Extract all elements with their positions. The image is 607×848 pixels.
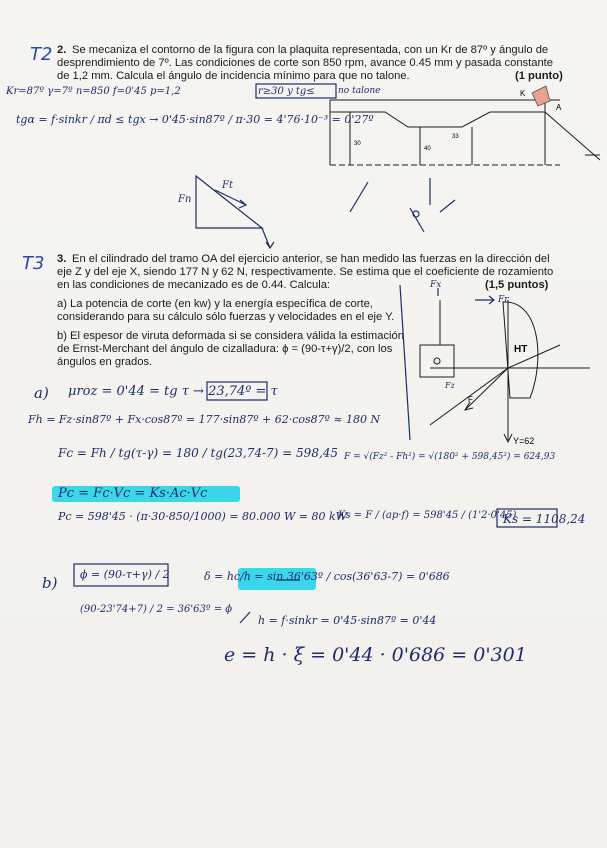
problem-2-line-3: de 1,2 mm. Calcula el ángulo de incidencia mínimo para que no talone.	[57, 70, 410, 82]
fig-label-fx: Fx	[430, 280, 442, 290]
answer-a-result: Ks = 1108,24	[503, 512, 586, 526]
hand-label-ft: Ft	[222, 180, 233, 191]
answer-b-line-2: (90-23'74+7) / 2 = 36'63º = ϕ	[80, 604, 233, 615]
problem-2-number: 2.	[57, 44, 67, 56]
box-tau	[207, 382, 267, 400]
answer-b-line-3: δ = hc/h = sin 36'63º / cos(36'63-7) = 0'686	[204, 570, 450, 583]
handwritten-force-triangle	[196, 176, 455, 248]
problem-2-handwritten-data: Kr=87º γ=7º n=850 f=0'45 p=1,2	[6, 86, 181, 97]
problem-2-handwritten-formula: tgα = f·sinkr / πd ≤ tgx → 0'45·sin87º / π·30 = 4'76·10⁻³ = 0'27º	[16, 113, 374, 126]
dim-33: 33	[452, 134, 459, 140]
answer-b-line-4: h = f·sinkr = 0'45·sin87º = 0'44	[258, 614, 437, 627]
answer-a-line-5: Pc = 598'45 · (π·30·850/1000) = 80.000 W = 80 kW	[58, 510, 347, 523]
problem-2-handwritten-note: no talone	[338, 86, 381, 96]
answer-a-line-2: Fh = Fz·sin87º + Fx·cos87º = 177·sin87º + 62·cos87º ≈ 180 N	[28, 413, 381, 426]
fig-label-fz: Fz	[445, 381, 455, 390]
problem-2-line-1: Se mecaniza el contorno de la figura con la plaquita representada, con un Kr de 87º y ángulo de	[72, 44, 549, 56]
fig-label-a: A	[556, 103, 562, 112]
answer-a-label: a)	[34, 384, 49, 402]
problem-3-line-3: en las condiciones de mecanizado es de 0.44. Calcula:	[57, 279, 331, 291]
fig-label-y62: Y=62	[513, 436, 535, 446]
problem-3-points: (1,5 puntos)	[485, 279, 549, 291]
problem-3-tag: T3	[22, 253, 45, 274]
question-a-line-2: considerando para su cálculo sólo fuerzas y velocidades en el eje Y.	[57, 311, 395, 323]
fig-label-fr: Fr	[498, 295, 509, 305]
box-ks	[497, 509, 557, 527]
problem-3-line-1: En el cilindrado del tramo OA del ejercicio anterior, se han medido las fuerzas en la dirección del	[72, 253, 550, 265]
hand-label-fn: Fn	[178, 194, 192, 205]
question-a-line-1: a) La potencia de corte (en kw) y la energía específica de corte,	[57, 298, 373, 310]
answer-a-line-3-right: F = √(Fz² - Fh²) = √(180² + 598,45²) = 624,93	[344, 452, 556, 462]
box-phi	[74, 564, 168, 586]
answer-b-label: b)	[42, 574, 58, 592]
answer-a-line-6: Ks = F / (ap·f) = 598'45 / (1'2·0'45)	[338, 510, 517, 521]
fig-label-ht: HT	[514, 344, 528, 355]
answer-a-line-3: Fc = Fh / tg(τ-γ) = 180 / tg(23,74-7) = 598,45	[58, 446, 339, 460]
problem-2-line-2: desprendimiento de 7º. Las condiciones de corte son 850 rpm, avance 0.45 mm y pasada constante	[57, 57, 554, 69]
handwritten-box	[256, 84, 336, 98]
answer-a-line-4: Pc = Fc·Vc = Ks·Ac·Vc	[58, 486, 208, 501]
turning-force-figure	[400, 285, 590, 442]
question-b-line-2: de Ernst-Merchant del ángulo de cizalladura: ϕ = (90-τ+γ)/2, con los	[57, 343, 393, 355]
problem-2-tag: T2	[30, 44, 53, 65]
fig-label-f: F	[468, 395, 473, 404]
problem-2-points: (1 punto)	[515, 70, 563, 82]
insert-shape	[532, 86, 550, 106]
question-b-line-3: ángulos en grados.	[57, 356, 153, 368]
arrow-h	[240, 612, 250, 623]
problem-2-handwritten-condition: r≥30 y tg≤	[258, 86, 315, 97]
problem-3-line-2: eje Z y del eje X, siendo 177 N y 62 N, respectivamente. Se estima que el coeficiente de rozamiento	[57, 266, 554, 278]
workpiece-profile-figure	[330, 86, 600, 165]
dim-40: 40	[424, 146, 431, 152]
answer-a-line-1: μroz = 0'44 = tg τ → 23,74º = τ	[68, 384, 278, 399]
answer-b-final: e = h · ξ = 0'44 · 0'686 = 0'301	[224, 644, 527, 666]
answer-b-line-1: ϕ = (90-τ+γ) / 2	[80, 568, 170, 581]
question-b-line-1: b) El espesor de viruta deformada si se considera válida la estimación	[57, 330, 404, 342]
problem-3-number: 3.	[57, 253, 67, 265]
fig-label-k: K	[520, 89, 526, 98]
dim-30: 30	[354, 141, 361, 147]
